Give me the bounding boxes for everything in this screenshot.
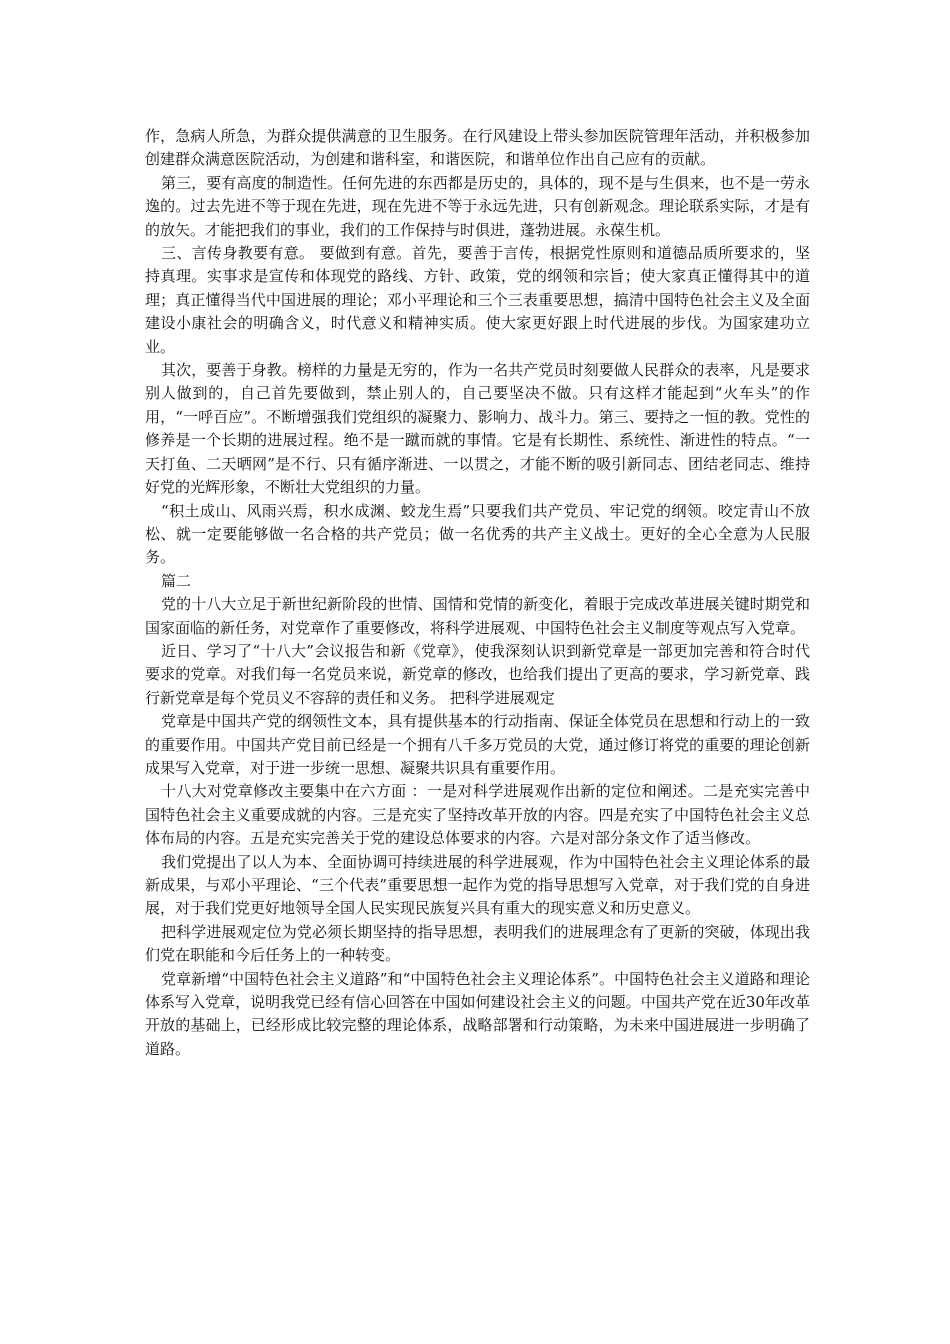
paragraph-12: 党章新增“中国特色社会主义道路”和“中国特色社会主义理论体系”。中国特色社会主义道路和理论体系写入党章，说明我党已经有信心回答在中国如何建设社会主义的问题。中国共产党在近30年改革开放的基础上，已经形成比较完整的理论体系，战略部署和行动策略，为未来中国进展进一步明确了道路。 [145,969,810,1058]
paragraph-11: 把科学进展观定位为党必须长期坚持的指导思想，表明我们的进展理念有了更新的突破，体现出我们党在职能和今后任务上的一种转变。 [145,922,810,965]
paragraph-1: 作，急病人所急，为群众提供满意的卫生服务。在行风建设上带头参加医院管理年活动，并积极参加创建群众满意医院活动，为创建和谐科室，和谐医院，和谐单位作出自己应有的贡献。 [145,127,810,169]
paragraph-5: “积土成山、风雨兴焉，积水成渊、蛟龙生焉”只要我们共产党员、牢记党的纲领。咬定青山不放松、就一定要能够做一名合格的共产党员；做一名优秀的共产主义战士。更好的全心全意为人民服务。 [145,501,810,567]
paragraph-4: 其次，要善于身教。榜样的力量是无穷的，作为一名共产党员时刻要做人民群众的表率，凡是要求别人做到的，自己首先要做到，禁止别人的，自己要坚决不做。只有这样才能起到“火车头”的作用，“一呼百应”。不断增强我们党组织的凝聚力、影响力、战斗力。第三、要持之一恒的教。党性的修养是一个长期的进展过程。绝不是一蹴而就的事情。它是有长期性、系统性、渐进性的特点。“一天打鱼、二天晒网”是不行、只有循序渐进、一以贯之，才能不断的吸引新同志、团结老同志、维持好党的光辉形象，不断壮大党组织的力量。 [145,361,810,497]
section-heading-part-two: 篇二 [161,571,192,590]
document-body [145,125,810,1061]
paragraph-2: 第三，要有高度的制造性。任何先进的东西都是历史的，具体的，现不是与生俱来，也不是一劳永逸的。过去先进不等于现在先进，现在先进不等于永远先进，只有创新观念。理论联系实际，才是有的放矢。才能把我们的事业，我们的工作保持与时俱进，蓬勃进展。永葆生机。 [145,173,810,239]
paragraph-10: 我们党提出了以人为本、全面协调可持续进展的科学进展观，作为中国特色社会主义理论体系的最新成果，与邓小平理论、“三个代表”重要思想一起作为党的指导思想写入党章，对于我们党的自身进展，对于我们党更好地领导全国人民实现民族复兴具有重大的现实意义和历史意义。 [145,852,810,918]
paragraph-8: 党章是中国共产党的纲领性文本，具有提供基本的行动指南、保证全体党员在思想和行动上的一致的重要作用。中国共产党目前已经是一个拥有八千多万党员的大党，通过修订将党的重要的理论创新成果写入党章，对于进一步统一思想、凝聚共识具有重要作用。 [145,712,810,777]
paragraph-3: 三、言传身教要有意。 要做到有意。首先，要善于言传，根据党性原则和道德品质所要求的，坚持真理。实事求是宣传和体现党的路线、方针、政策，党的纲领和宗旨；使大家真正懂得其中的道理；真正懂得当代中国进展的理论；邓小平理论和三个三表重要思想，搞清中国特色社会主义及全面建设小康社会的明确含义，时代意义和精神实质。使大家更好跟上时代进展的步伐。为国家建功立业。 [145,244,810,356]
paragraph-9: 十八大对党章修改主要集中在六方面 ：一是对科学进展观作出新的定位和阐述。二是充实完善中国特色社会主义重要成就的内容。三是充实了坚持改革开放的内容。四是充实了中国特色社会主义总体布局的内容。五是充实完善关于党的建设总体要求的内容。六是对部分条文作了适当修改。 [145,782,810,848]
paragraph-6: 党的十八大立足于新世纪新阶段的世情、国情和党情的新变化，着眼于完成改革进展关键时期党和国家面临的新任务，对党章作了重要修改，将科学进展观、中国特色社会主义制度等观点写入党章。 [145,595,810,637]
paragraph-7: 近日、学习了“十八大”会议报告和新《党章》，使我深刻认识到新党章是一部更加完善和符合时代要求的党章。对我们每一名党员来说，新党章的修改，也给我们提出了更高的要求，学习新党章、践行新党章是每个党员义不容辞的责任和义务。 把科学进展观定 [145,641,810,707]
